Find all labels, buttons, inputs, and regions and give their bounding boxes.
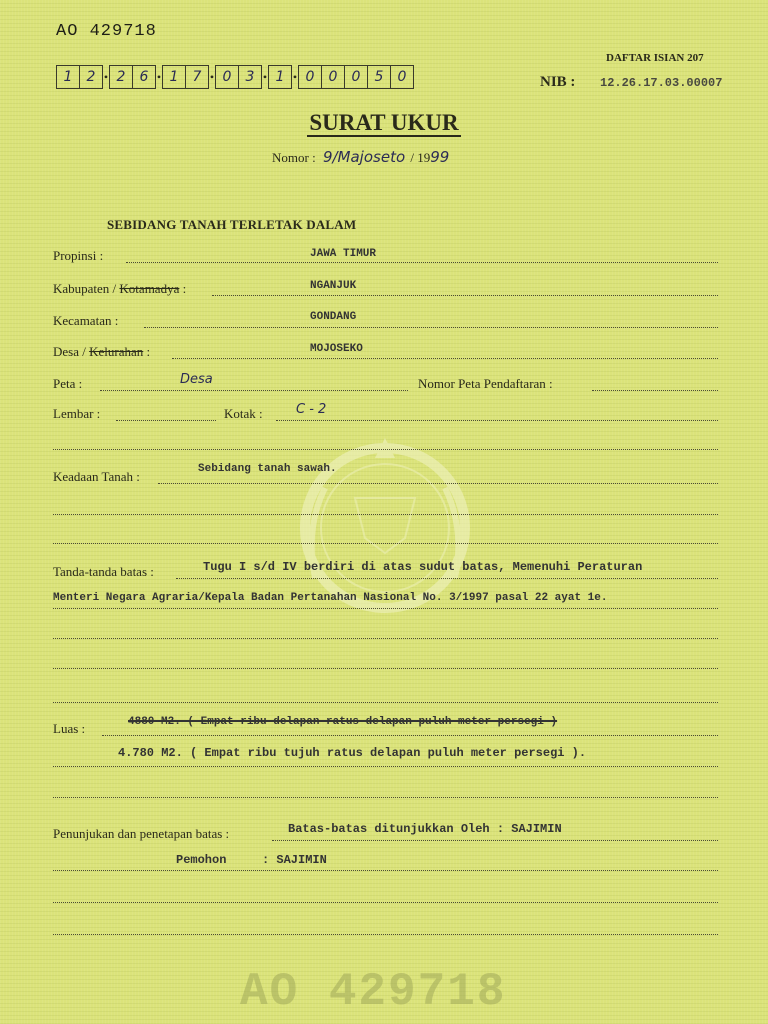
code-cell: 3 (239, 65, 262, 89)
keadaan-value: Sebidang tanah sawah. (198, 463, 337, 475)
code-cell: 0 (345, 65, 368, 89)
nomor-peta-label: Nomor Peta Pendaftaran : (418, 376, 553, 391)
tanda-text-2: Menteri Negara Agraria/Kepala Badan Pertanahan Nasional No. 3/1997 pasal 22 ayat 1e. (53, 592, 608, 604)
tanda-label: Tanda-tanda batas : (53, 564, 154, 579)
kabupaten-label-c: : (179, 281, 187, 296)
desa-line (172, 358, 718, 359)
peta-line (100, 390, 408, 391)
peta-label: Peta : (53, 376, 83, 391)
desa-value: MOJOSEKO (310, 343, 363, 355)
page-title (0, 110, 768, 136)
code-cell: 1 (56, 65, 80, 89)
code-cell: 1 (268, 65, 292, 89)
propinsi-label: Propinsi : (53, 248, 104, 263)
code-cell: 0 (391, 65, 414, 89)
kabupaten-label (53, 281, 186, 297)
code-cell: 2 (80, 65, 103, 89)
luas-struck-text: 4880 M2. ( Empat ribu delapan ratus delapan puluh meter persegi ) (128, 716, 558, 728)
blank-line (53, 870, 718, 871)
desa-label-c: : (143, 344, 151, 359)
blank-line (53, 766, 718, 767)
keadaan-label: Keadaan Tanah : (53, 469, 140, 484)
kotak-line (276, 420, 718, 421)
blank-line (53, 702, 718, 703)
blank-line (53, 668, 718, 669)
code-cell: 0 (322, 65, 345, 89)
blank-line (53, 608, 718, 609)
form-reference: DAFTAR ISIAN 207 (606, 52, 704, 64)
kotak-value: C - 2 (296, 402, 327, 417)
code-dot: • (103, 69, 109, 84)
code-cell: 7 (186, 65, 209, 89)
kotamadya-struck: Kotamadya (119, 281, 180, 296)
luas-line (102, 735, 718, 736)
desa-label-a: Desa / (53, 344, 90, 359)
blank-line (53, 514, 718, 515)
lembar-label: Lembar : (53, 406, 101, 421)
propinsi-value: JAWA TIMUR (310, 248, 377, 260)
nomor-value: 9/Majoseto (322, 148, 406, 166)
code-cell: 1 (162, 65, 186, 89)
keadaan-line (158, 483, 718, 484)
luas-label: Luas : (53, 721, 86, 736)
kotak-label: Kotak : (224, 406, 263, 421)
kabupaten-line (212, 295, 718, 296)
perforated-serial: AO 429718 (240, 966, 507, 1018)
code-dot: • (292, 69, 298, 84)
nomor-row (272, 148, 449, 166)
code-cell: 6 (133, 65, 156, 89)
peta-value: Desa (180, 372, 213, 387)
nomor-label: Nomor : (272, 150, 316, 165)
penunjukan-line (272, 840, 718, 841)
nib-label: NIB : (540, 74, 576, 90)
tanda-line (176, 578, 718, 579)
blank-line (53, 902, 718, 903)
code-dot: • (156, 69, 162, 84)
code-dot: • (262, 69, 268, 84)
page-title-text: SURAT UKUR (309, 110, 459, 135)
nomor-year: 99 (430, 148, 450, 166)
section-title: SEBIDANG TANAH TERLETAK DALAM (107, 217, 357, 232)
nib-value: 12.26.17.03.00007 (600, 76, 723, 90)
kecamatan-value: GONDANG (310, 311, 357, 323)
code-cell: 0 (215, 65, 239, 89)
penunjukan-text: Batas-batas ditunjukkan Oleh : SAJIMIN (288, 822, 562, 836)
kabupaten-value: NGANJUK (310, 280, 357, 292)
kecamatan-line (144, 327, 718, 328)
code-cell: 0 (298, 65, 322, 89)
kelurahan-struck: Kelurahan (89, 344, 144, 359)
parcel-code-boxes (56, 66, 414, 88)
pemohon-label: Pemohon (176, 853, 227, 867)
nomor-peta-line (592, 390, 718, 391)
penunjukan-label: Penunjukan dan penetapan batas : (53, 826, 230, 841)
propinsi-line (126, 262, 718, 263)
pemohon-value: : SAJIMIN (262, 853, 327, 867)
blank-line (53, 797, 718, 798)
blank-line (53, 449, 718, 450)
kabupaten-label-a: Kabupaten / (53, 281, 120, 296)
lembar-line (116, 420, 216, 421)
blank-line (53, 934, 718, 935)
document-serial: AO 429718 (56, 22, 157, 41)
blank-line (53, 638, 718, 639)
luas-text: 4.780 M2. ( Empat ribu tujuh ratus delapan puluh meter persegi ). (118, 746, 587, 760)
code-cell: 2 (109, 65, 133, 89)
blank-line (53, 543, 718, 544)
code-cell: 5 (368, 65, 391, 89)
code-dot: • (209, 69, 215, 84)
nomor-year-prefix: / 19 (410, 150, 431, 165)
tanda-text-1: Tugu I s/d IV berdiri di atas sudut batas, Memenuhi Peraturan (203, 560, 643, 574)
kecamatan-label: Kecamatan : (53, 313, 119, 328)
desa-label (53, 344, 150, 360)
